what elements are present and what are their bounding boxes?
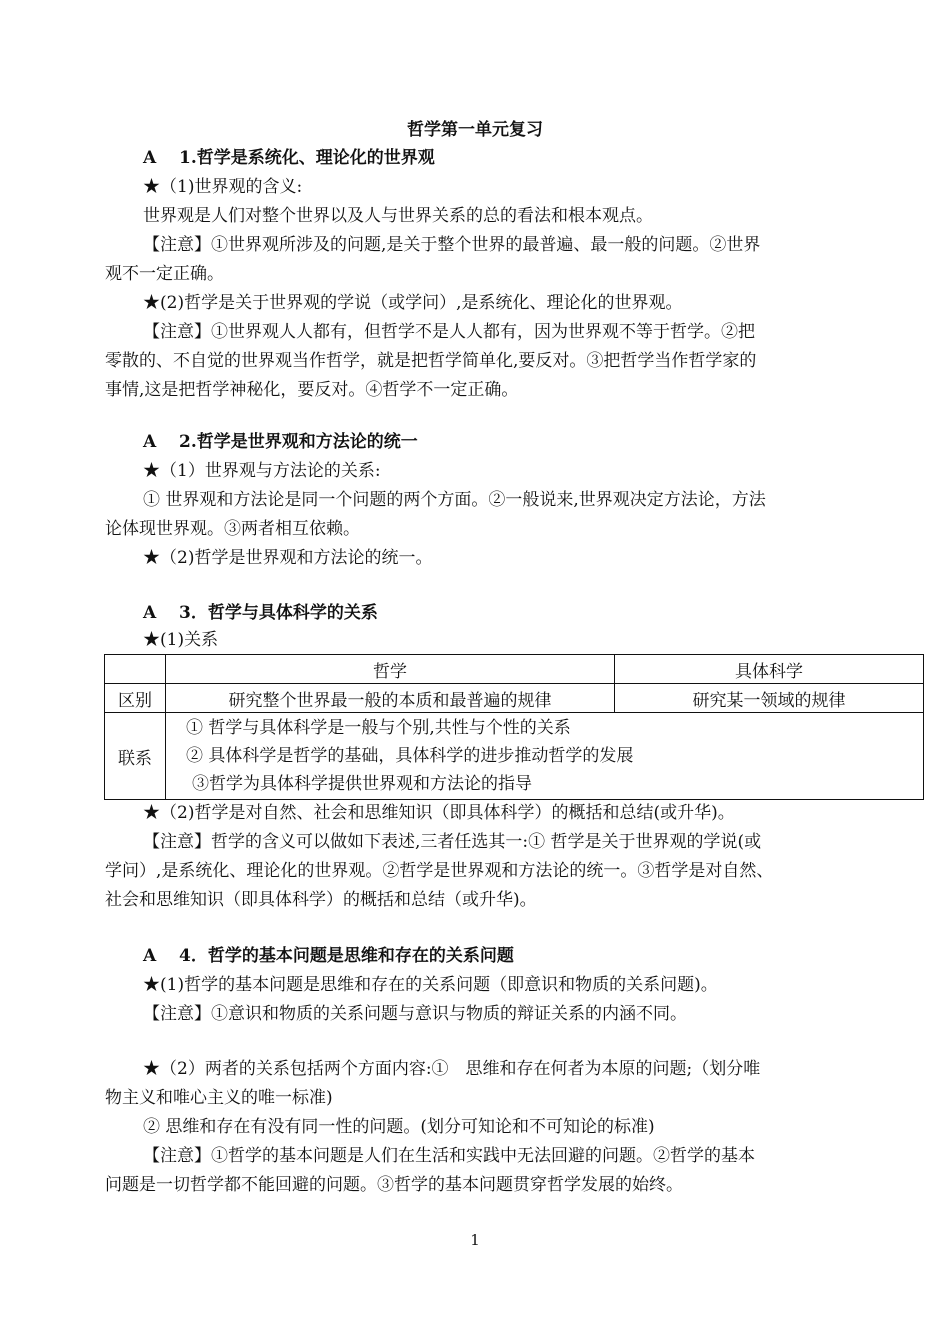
paragraph-line: 【注意】①哲学的基本问题是人们在生活和实践中无法回避的问题。②哲学的基本 [143, 1146, 755, 1166]
connection-cell [166, 713, 924, 800]
section-tag: A [143, 432, 157, 452]
paragraph-line: 观不一定正确。 [105, 264, 224, 284]
paragraph-line: ★（2)哲学是世界观和方法论的统一。 [143, 548, 433, 568]
paragraph-line: 【注意】哲学的含义可以做如下表述,三者任选其一:① 哲学是关于世界观的学说(或 [143, 832, 762, 852]
table-header-cell: 具体科学 [615, 655, 924, 684]
table-header-cell [105, 655, 166, 684]
paragraph-line: ② 思维和存在有没有同一性的问题。(划分可知论和不可知论的标准) [143, 1117, 655, 1137]
table-cell: 研究整个世界最一般的本质和最普遍的规律 [166, 684, 615, 713]
row-label: 联系 [105, 713, 166, 800]
table-row [105, 713, 924, 800]
section-title: 3．哲学与具体科学的关系 [179, 603, 378, 623]
paragraph-line: 社会和思维知识（即具体科学）的概括和总结（或升华)。 [105, 890, 537, 910]
paragraph-line: 问题是一切哲学都不能回避的问题。③哲学的基本问题贯穿哲学发展的始终。 [105, 1175, 683, 1195]
paragraph-line: ★(1)哲学的基本问题是思维和存在的关系问题（即意识和物质的关系问题)。 [143, 975, 718, 995]
paragraph-line: 零散的、不自觉的世界观当作哲学，就是把哲学简单化,要反对。③把哲学当作哲学家的 [105, 351, 757, 371]
page-number: 1 [470, 1231, 480, 1249]
paragraph-line: ★（1)世界观的含义: [143, 177, 303, 197]
table-row [105, 684, 924, 713]
paragraph-line: 论体现世界观。③两者相互依赖。 [105, 519, 360, 539]
paragraph-line: ★(1)关系 [143, 630, 219, 650]
section-title: 1.哲学是系统化、理论化的世界观 [179, 148, 435, 168]
paragraph-line: 【注意】①世界观所涉及的问题,是关于整个世界的最普遍、最一般的问题。②世界 [143, 235, 761, 255]
section-3-heading [143, 599, 378, 627]
section-tag: A [143, 946, 157, 966]
paragraph-line: ① 世界观和方法论是同一个问题的两个方面。②一般说来,世界观决定方法论，方法 [143, 490, 766, 510]
paragraph-line: 【注意】①世界观人人都有，但哲学不是人人都有，因为世界观不等于哲学。②把 [143, 322, 755, 342]
row-label: 区别 [105, 684, 166, 713]
paragraph-line: 【注意】①意识和物质的关系问题与意识与物质的辩证关系的内涵不同。 [143, 1004, 687, 1024]
comparison-table [104, 654, 924, 800]
list-item: ② 具体科学是哲学的基础，具体科学的进步推动哲学的发展 [186, 746, 634, 766]
paragraph-line: 学问）,是系统化、理论化的世界观。②哲学是世界观和方法论的统一。③哲学是对自然、 [105, 861, 774, 881]
table-header-row [105, 655, 924, 684]
paragraph-line: ★（2）两者的关系包括两个方面内容:① 思维和存在何者为本原的问题;（划分唯 [143, 1059, 761, 1079]
section-title: 4．哲学的基本问题是思维和存在的关系问题 [179, 946, 514, 966]
table-cell: 研究某一领域的规律 [615, 684, 924, 713]
list-item: ③哲学为具体科学提供世界观和方法论的指导 [192, 774, 532, 794]
paragraph-line: 事情,这是把哲学神秘化，要反对。④哲学不一定正确。 [105, 380, 519, 400]
paragraph-line: ★（2)哲学是对自然、社会和思维知识（即具体科学）的概括和总结(或升华)。 [143, 803, 735, 823]
page-title: 哲学第一单元复习 [407, 120, 543, 140]
paragraph-line: ★(2)哲学是关于世界观的学说（或学问）,是系统化、理论化的世界观。 [143, 293, 683, 313]
list-item: ① 哲学与具体科学是一般与个别,共性与个性的关系 [186, 718, 571, 738]
section-4-heading [143, 942, 514, 970]
section-2-heading [143, 428, 418, 456]
section-tag: A [143, 148, 157, 168]
paragraph-line: 物主义和唯心主义的唯一标准) [105, 1088, 333, 1108]
section-1-heading [143, 144, 435, 172]
section-title: 2.哲学是世界观和方法论的统一 [179, 432, 418, 452]
table-header-cell: 哲学 [166, 655, 615, 684]
paragraph-line: ★（1）世界观与方法论的关系: [143, 461, 381, 481]
section-tag: A [143, 603, 157, 623]
paragraph-line: 世界观是人们对整个世界以及人与世界关系的总的看法和根本观点。 [143, 206, 653, 226]
